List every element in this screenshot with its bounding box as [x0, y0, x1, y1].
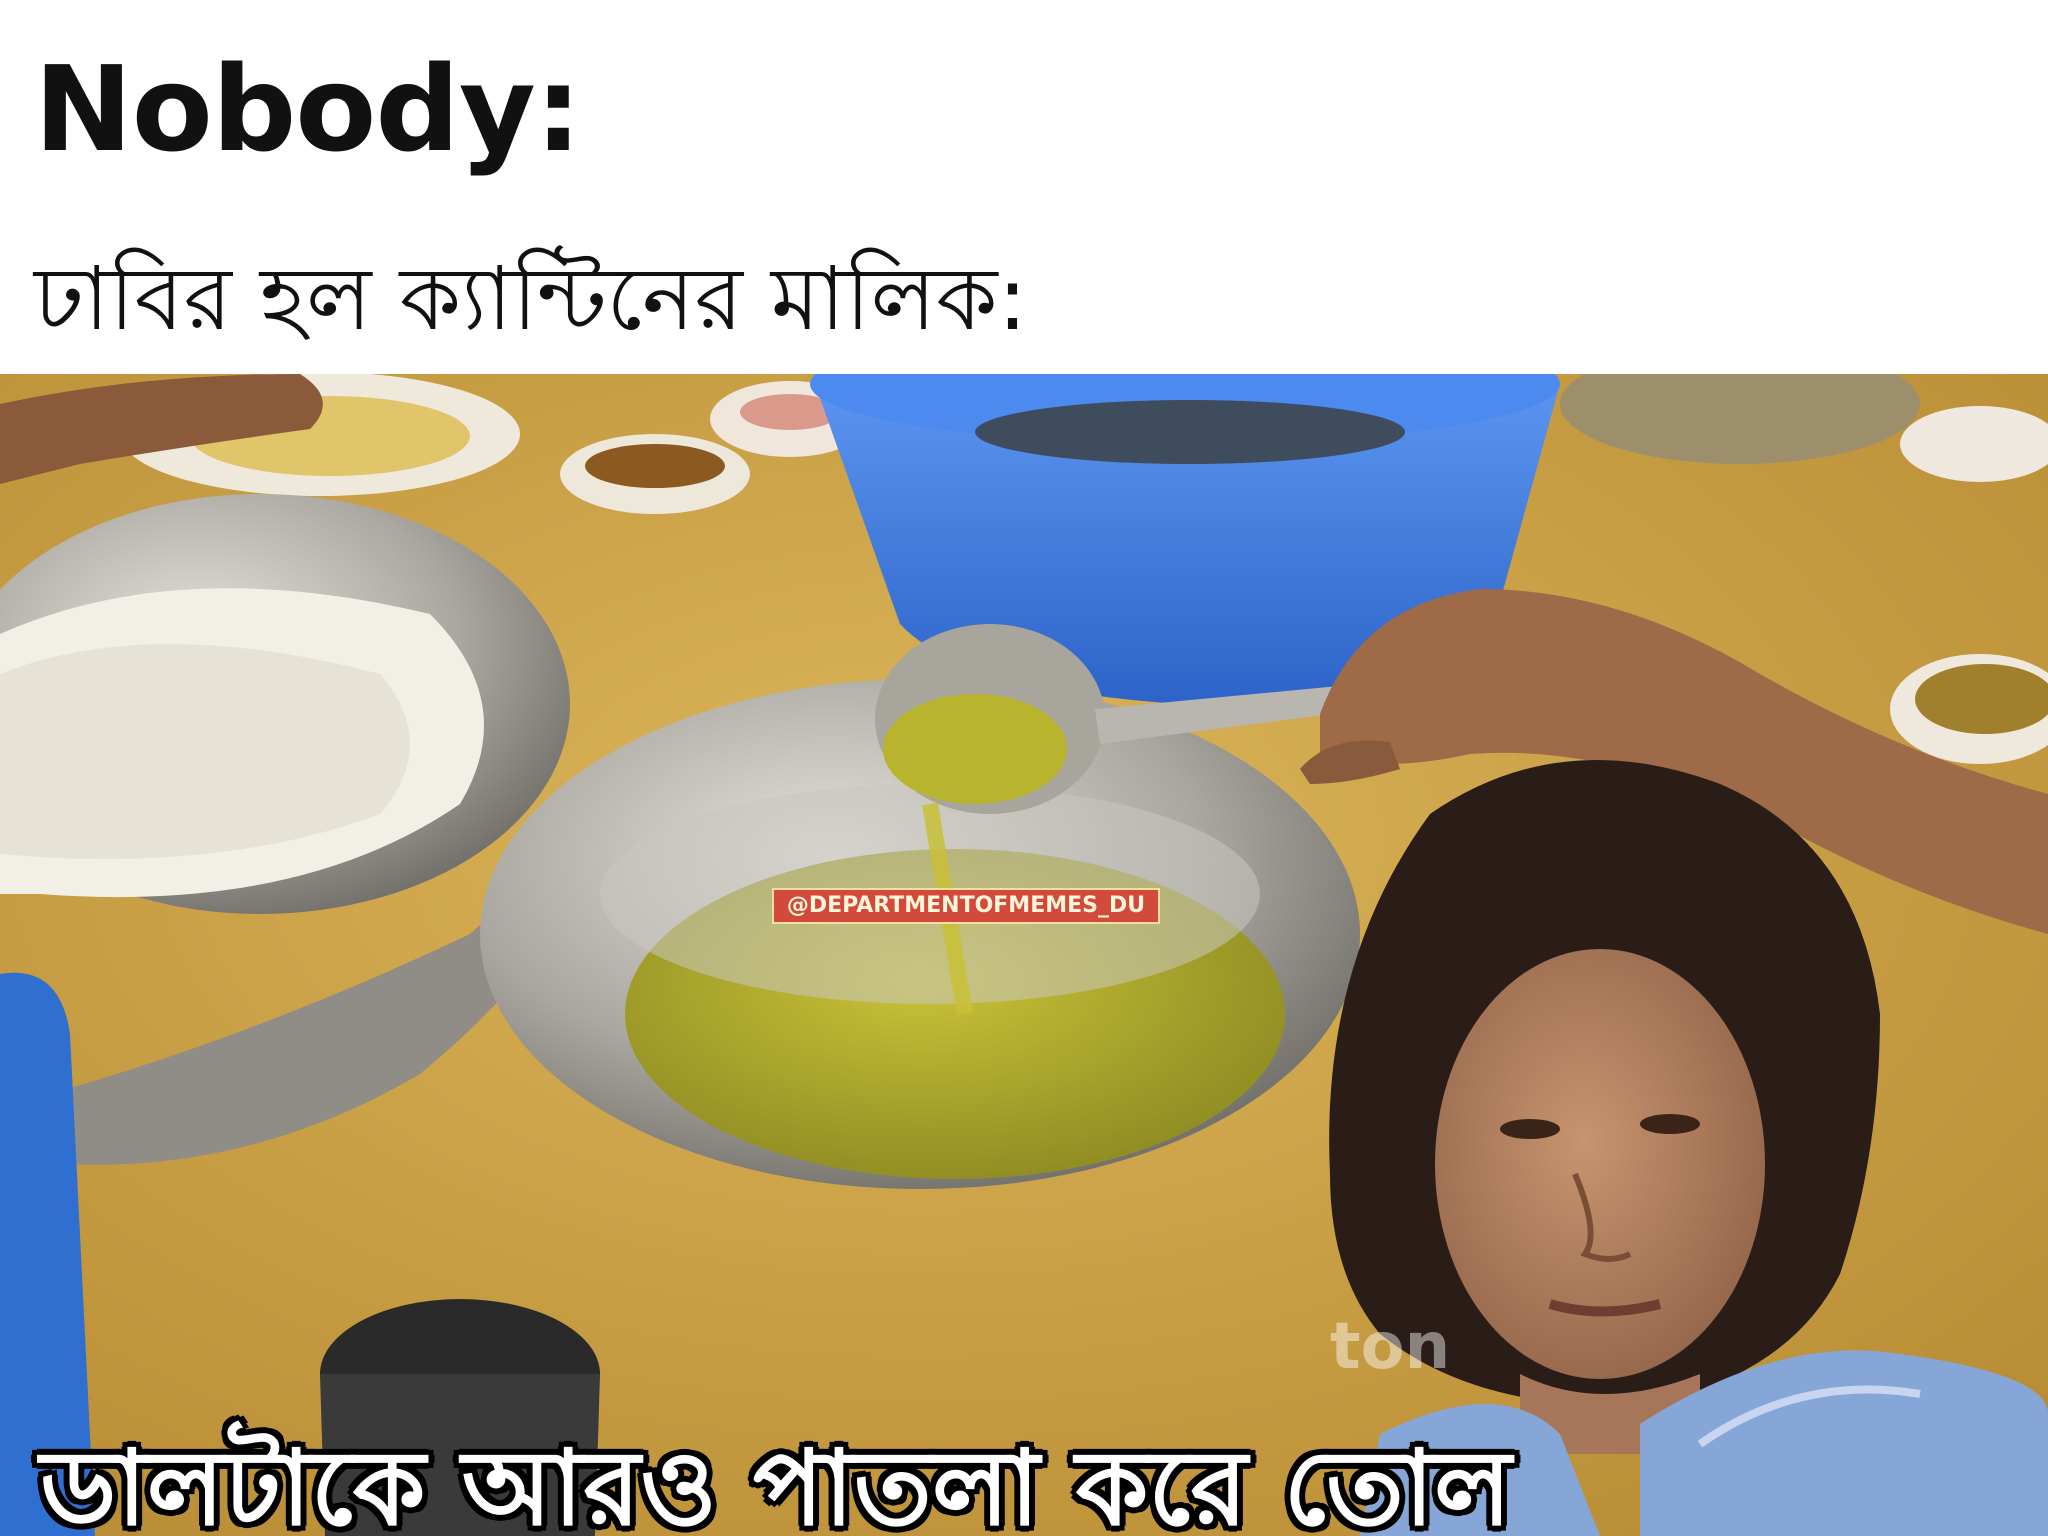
bottom-caption: ডালটাকে আরও পাতলা করে তোল: [40, 1427, 1512, 1536]
top-text-nobody: Nobody:: [34, 40, 581, 178]
canteen-photo: [0, 374, 2048, 1536]
channel-logo-watermark: ton: [1330, 1310, 1451, 1384]
top-text-canteen-owner: ঢাবির হল ক্যান্টিনের মালিক:: [34, 247, 1028, 350]
meme-header: [0, 0, 2048, 374]
watermark: @DEPARTMENTOFMEMES_DU: [772, 888, 1160, 924]
small-bowl-curry: [560, 434, 750, 514]
